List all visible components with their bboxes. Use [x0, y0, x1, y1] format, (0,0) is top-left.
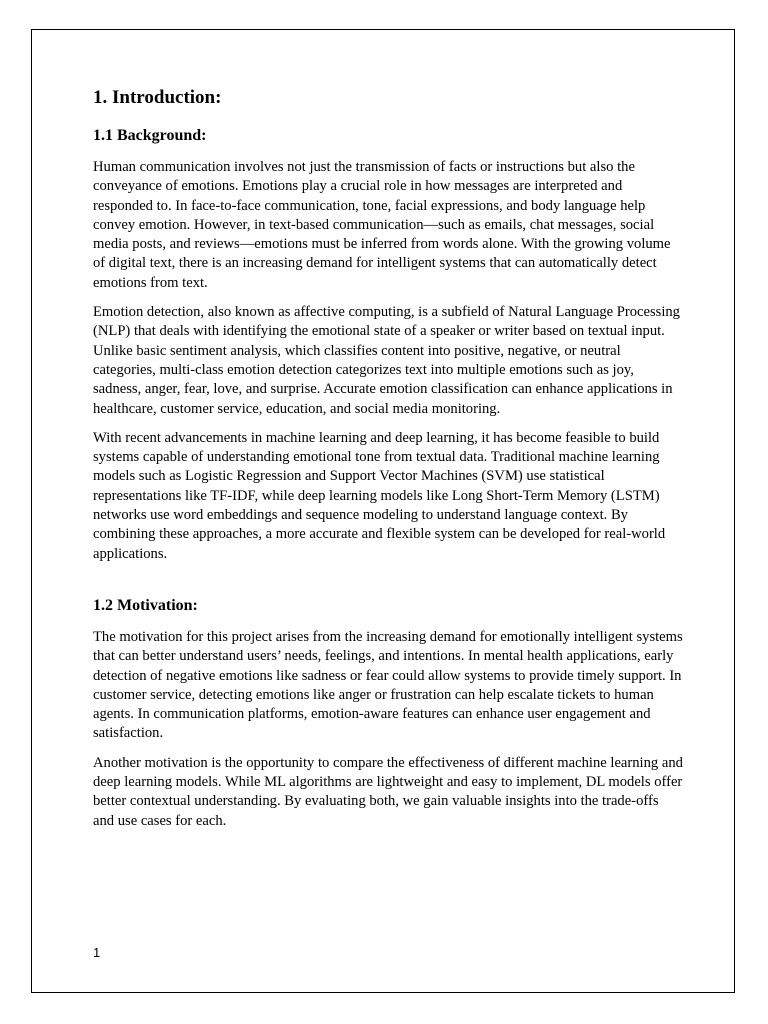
subsection-heading-motivation: 1.2 Motivation: — [93, 596, 198, 614]
paragraph: The motivation for this project arises from the increasing demand for emotionally intelligent systems that can better understand users’ needs, feelings, and intentions. In mental health applications, early detection of negative emotions like sadness or fear could allow systems to provide timely support. In customer service, detecting emotions like anger or frustration can help escalate tickets to human agents. In communication platforms, emotion-aware features can enhance user engagement and satisfaction. — [93, 628, 683, 742]
subsection-heading-background: 1.1 Background: — [93, 127, 207, 144]
paragraph: Emotion detection, also known as affective computing, is a subfield of Natural Language Processing (NLP) that deals with identifying the emotional state of a speaker or writer based on textual input. Unlike basic sentiment analysis, which classifies content into positive, negative, or neutral categories, multi-class emotion detection categorizes text into multiple emotions such as joy, sadness, anger, fear, love, and surprise. Accurate emotion classification can enhance applications in healthcare, customer service, education, and social media monitoring. — [93, 304, 680, 417]
section-heading: 1. Introduction: — [93, 87, 222, 108]
document-body — [93, 84, 683, 841]
paragraph: With recent advancements in machine learning and deep learning, it has become feasible to build systems capable of understanding emotional tone from textual data. Traditional machine learning models such as Logistic Regression and Support Vector Machines (SVM) use statistical representations like TF-IDF, while deep learning models like Long Short-Term Memory (LSTM) networks use word embeddings and sequence modeling to understand language context. By combining these approaches, a more accurate and flexible system can be developed for real-world applications. — [93, 429, 666, 562]
page-number: 1 — [93, 945, 101, 960]
paragraph: Human communication involves not just the transmission of facts or instructions but also the conveyance of emotions. Emotions play a crucial role in how messages are interpreted and responded to. In face-to-face communication, tone, facial expressions, and body language help convey emotion. However, in text-based communication—such as emails, chat messages, social media posts, and reviews—emotions must be inferred from words alone. With the growing volume of digital text, there is an increasing demand for intelligent systems that can automatically detect emotions from text. — [93, 159, 671, 291]
paragraph: Another motivation is the opportunity to compare the effectiveness of different machine learning and deep learning models. While ML algorithms are lightweight and easy to implement, DL models offer better contextual understanding. By evaluating both, we gain valuable insights into the trade-offs and use cases for each. — [93, 754, 683, 829]
